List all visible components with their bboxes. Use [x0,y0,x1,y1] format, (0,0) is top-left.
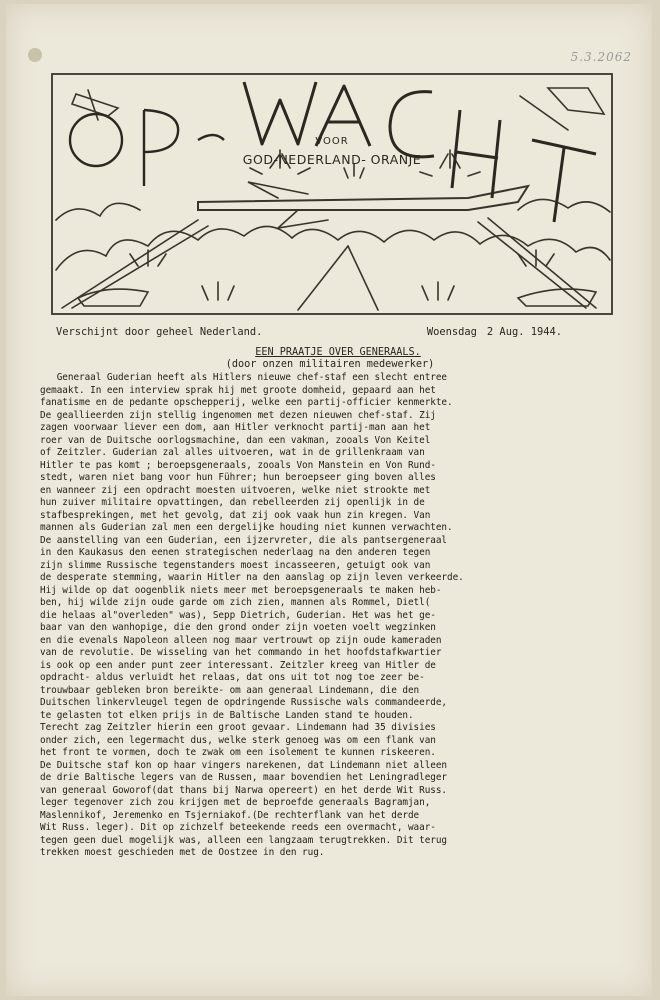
article-line: fanatisme en de pedante opschepperij, welke een partij-officier kenmerkte. [40,397,453,408]
article-line: Hij wilde op dat oogenblik niets meer met beroepsgeneraals te maken heb- [40,584,442,596]
article-line: zagen voorwaar liever een dom, aan Hitler verknocht partij-man aan het [40,422,431,433]
article-line: van generaal Goworof(dat thans bij Narwa opereert) en het derde Wit Russ. [40,784,448,796]
article-line: Duitschen linkervleugel tegen de opdringende Russische wals commandeerde, [40,697,448,708]
article-line: Hitler te pas komt ; beroepsgeneraals, zooals Von Manstein en Von Rund- [40,459,436,471]
article-line: De geallieerden zijn stellig ingenomen met dezen nieuwen chef-staf. Zij [40,409,436,421]
article-line: mannen als Guderian zal men een dergelijke houding niet kunnen verwachten. [40,522,453,533]
article-line: Maslennikof, Jeremenko en Tsjerniakof.(De rechterflank van het derde [40,809,420,821]
article-line: gemaakt. In een interview sprak hij met groote domheid, gepaard aan het [40,384,436,396]
article-line: trekken moest geschieden met de Oostzee in den rug. [40,847,325,858]
article-line: De Duitsche staf kon op haar vingers narekenen, dat Lindemann niet alleen [40,759,448,771]
article-line: roer van de Duitsche oorlogsmachine, dan een vakman, zooals Von Keitel [40,434,431,446]
article-line: Terecht zag Zeitzler hierin een groot gevaar. Lindemann had 35 divisies [40,722,436,733]
article-line: en wanneer zij een opdracht moesten uitvoeren, welke niet strookte met [40,484,431,496]
article-line: Generaal Guderian heeft als Hitlers nieuwe chef-staf een slecht entree [40,372,448,383]
issue-weekday: Woensdag [426,326,477,338]
article-line: is ook op een ander punt zeer interessant. Zeitzler kreeg van Hitler de [40,659,436,671]
article-line: in den Kaukasus den eenen strategischen nederlaag na den anderen tegen [40,547,431,558]
issue-date [427,326,562,338]
issue-info [44,326,616,338]
article-line: leger tegenover zich zou krijgen met de beproefde generaals Bagramjan, [40,797,431,808]
article-line: zijn slimme Russische tegenstanders moest incasseeren, getuigt ook van [40,559,431,571]
article-title: EEN PRAATJE OVER GENERAALS. [255,347,421,358]
article-line: die helaas al"overleden" was), Sepp Dietrich, Guderian. Het was het ge- [40,609,436,621]
issue-date-value: 2 Aug. 1944. [486,326,562,338]
article-line: baar van den wanhopige, die den grond onder zijn voeten voelt wegzinken [40,622,436,633]
distribution-note: Verschijnt door geheel Nederland. [56,326,263,338]
masthead [48,70,616,318]
article-body [40,372,638,860]
masthead-illustration [48,70,616,318]
article-line: het front te vormen, doch te zwak om een isolement te kunnen riskeeren. [40,747,436,758]
article-line: hun zuiver militaire opvattingen, dan rebelleerden zij openlijk in de [40,497,425,508]
article-line: De aanstelling van een Guderian, een ijzervreter, die als pantsergeneraal [40,534,448,546]
article-line: en die evenals Napoleon alleen nog maar vertrouwt op zijn oude kameraden [40,634,442,646]
article-line: of Zeitzler. Guderian zal alles uitvoeren, wat in de grillenkraam van [40,447,425,458]
archive-date-stamp: 5.3.2062 [570,50,632,64]
article-line: ben, hij wilde zijn oude garde om zich zien, mannen als Rommel, Dietl( [40,597,431,608]
article-line: onder zich, een legermacht dus, welke sterk genoeg was om een flank van [40,734,436,746]
article-line: te gelasten tot elken prijs in de Baltische Landen stand te houden. [40,709,414,721]
article-line: de desperate stemming, waarin Hitler na den aanslag op zijn leven verkeerde. [40,572,464,583]
article-line: stafbesprekingen, met het gevolg, dat zij ook vaak hun zin kregen. Van [40,509,431,521]
article-line: opdracht- aldus verluidt het relaas, dat ons uit tot nog toe zeer be- [40,672,425,683]
article-line: van de revolutie. De wisseling van het commando in het hoofdstafkwartier [40,647,442,658]
masthead-voor: VOOR [315,136,349,147]
article-byline: (door onzen militairen medewerker) [225,359,435,370]
article-line: Wit Russ. leger). Dit op zichzelf beteekende reeds een overmacht, waar- [40,822,436,833]
article-line: de drie Baltische legers van de Russen, maar bovendien het Leningradleger [40,772,448,783]
article-line: trouwbaar gebleken bron bereikte- om aan generaal Lindemann, die den [40,684,420,696]
article-line: stedt, waren niet bang voor hun Führer; hun beroepseer ging boven alles [40,472,436,483]
masthead-motto: GOD-NEDERLAND- ORANJE [242,152,422,167]
article-line: tegen geen duel mogelijk was, alleen een langzaam terugtrekken. Dit terug [40,834,448,846]
punch-hole [28,48,42,62]
article-heading [0,347,660,371]
